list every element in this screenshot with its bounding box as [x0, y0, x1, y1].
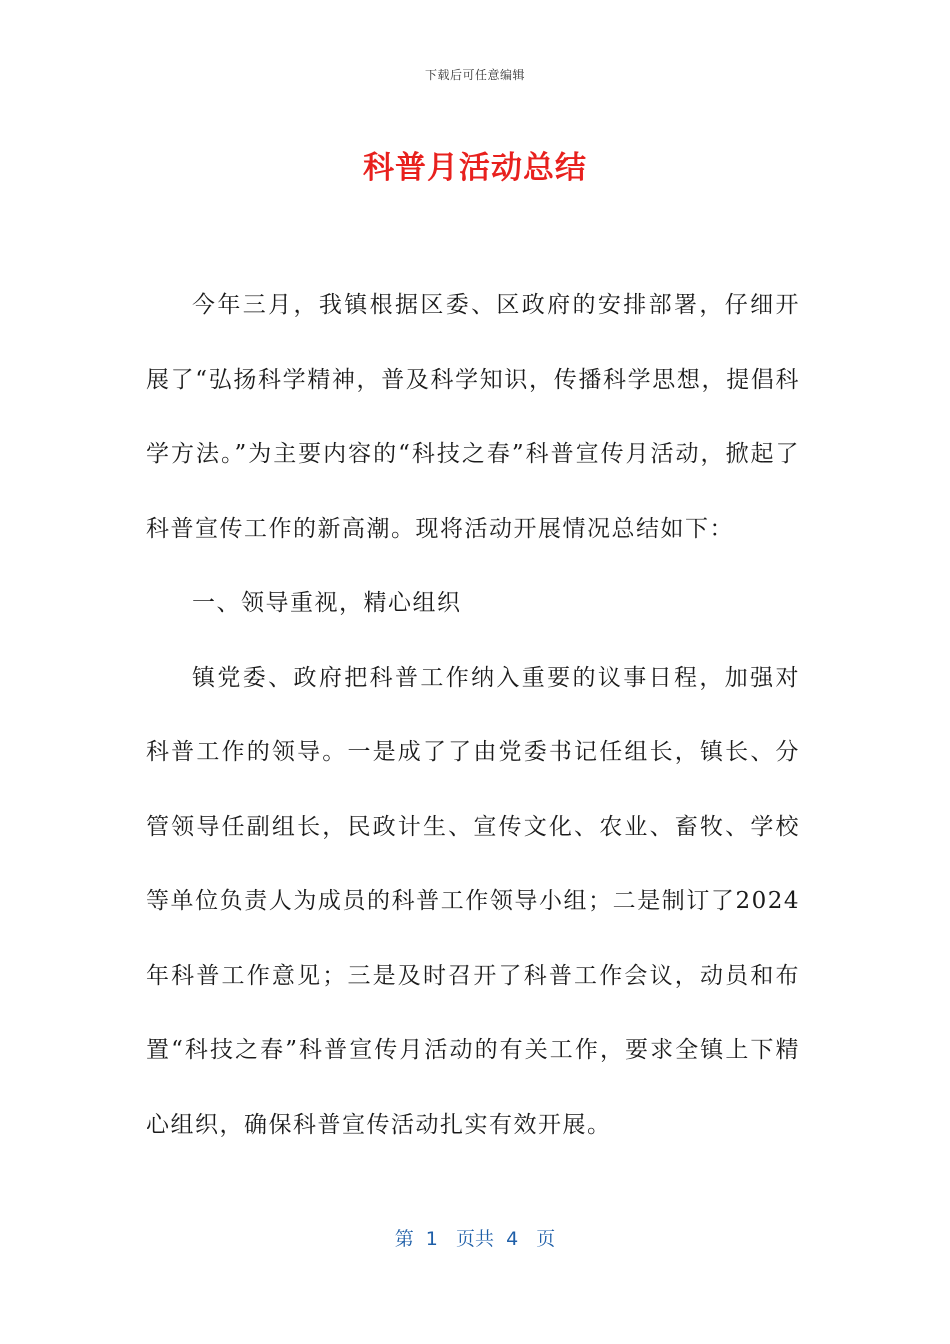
- paragraph-section-1: 镇党委、政府把科普工作纳入重要的议事日程，加强对科普工作的领导。一是成了了由党委书记任组长，镇长、分管领导任副组长，民政计生、宣传文化、农业、畜牧、学校等单位负责人为成员的科普工作领导小组；二是制订了2024年科普工作意见；三是及时召开了科普工作会议，动员和布置“科技之春”科普宣传月活动的有关工作，要求全镇上下精心组织，确保科普宣传活动扎实有效开展。: [146, 664, 800, 1138]
- header-note: 下载后可任意编辑: [424, 68, 525, 82]
- document-title: 科普月活动总结: [363, 150, 587, 186]
- page-number-footer: 第 1 页共 4 页: [394, 1228, 556, 1250]
- paragraph-intro: 今年三月，我镇根据区委、区政府的安排部署，仔细开展了“弘扬科学精神，普及科学知识，传播科学思想，提倡科学方法。”为主要内容的“科技之春”科普宣传月活动，掀起了科普宣传工作的新高潮。现将活动开展情况总结如下：: [146, 292, 800, 542]
- section-heading-1: 一、领导重视，精心组织: [192, 590, 462, 616]
- document-body: [146, 268, 800, 1162]
